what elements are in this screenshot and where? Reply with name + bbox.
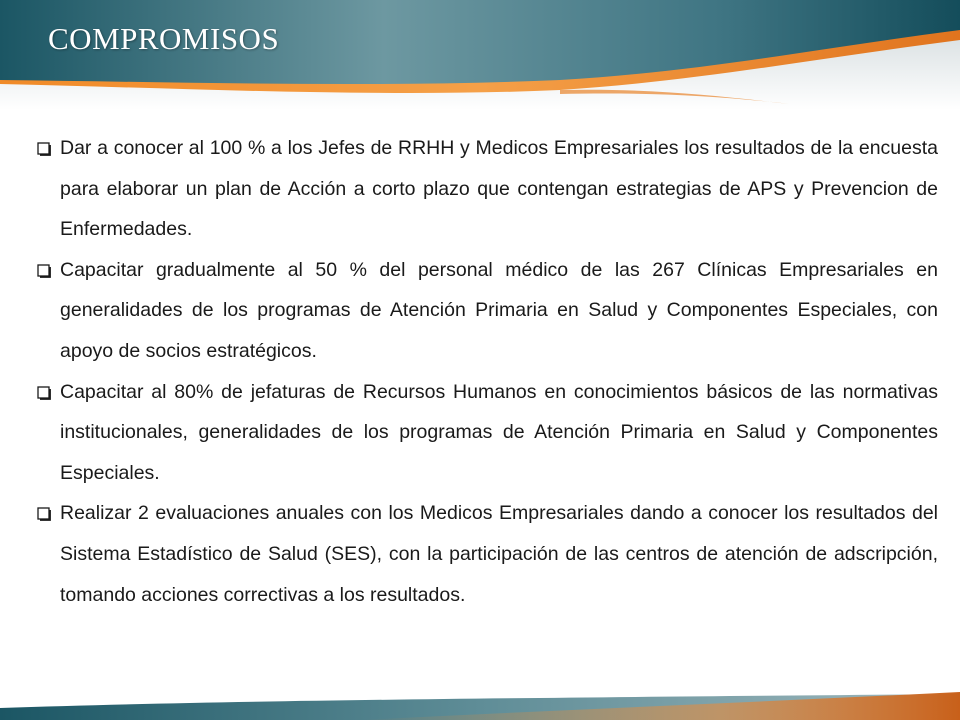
list-item	[36, 128, 938, 250]
footer-graphic	[0, 690, 960, 720]
list-item	[36, 250, 938, 372]
hollow-square-bullet-icon	[36, 140, 52, 156]
list-item-text: Capacitar gradualmente al 50 % del personal médico de las 267 Clínicas Empresariales en generalidades de los programas de Atención Primaria en Salud y Componentes Especiales, con apoyo de socios estratégicos.	[60, 258, 938, 362]
list-item	[36, 493, 938, 615]
commitments-list	[36, 128, 938, 615]
hollow-square-bullet-icon	[36, 505, 52, 521]
list-item-text: Capacitar al 80% de jefaturas de Recursos Humanos en conocimientos básicos de las normativas institucionales, generalidades de los programas de Atención Primaria en Salud y Componentes Especiales.	[60, 380, 938, 484]
footer-band	[0, 690, 960, 720]
page-title: COMPROMISOS	[48, 21, 280, 56]
list-item	[36, 372, 938, 494]
hollow-square-bullet-icon	[36, 262, 52, 278]
header-band	[0, 0, 960, 110]
hollow-square-bullet-icon	[36, 384, 52, 400]
list-item-text: Realizar 2 evaluaciones anuales con los Medicos Empresariales dando a conocer los resultados del Sistema Estadístico de Salud (SES), con la participación de las centros de atención de adscripción, tomando acciones correctivas a los resultados.	[60, 502, 938, 606]
list-item-text: Dar a conocer al 100 % a los Jefes de RRHH y Medicos Empresariales los resultados de la encuesta para elaborar un plan de Acción a corto plazo que contengan estrategias de APS y Prevencion de Enfermedades.	[60, 137, 938, 241]
